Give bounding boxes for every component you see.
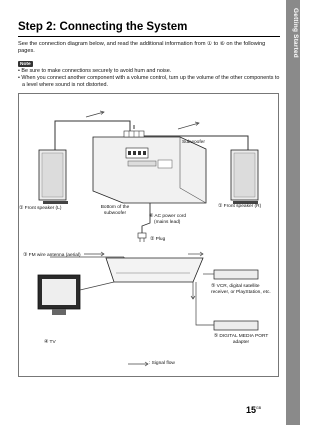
vcr-unit: [203, 270, 258, 279]
label-signal-flow: : Signal flow: [149, 361, 175, 366]
receiver-unit: [106, 258, 203, 282]
label-ac-line2: (mains lead): [154, 219, 181, 225]
label-front-speaker-left: ① Front speaker (L): [19, 206, 62, 211]
intro-paragraph: See the connection diagram below, and read the additional information from ① to ⑥ on the following pages.: [18, 41, 266, 55]
note-item: • Be sure to make connections securely to avoid hum and noise.: [18, 68, 172, 74]
label-bottom-of-subwoofer: [94, 205, 136, 216]
label-vcr-line2: receiver, or PlayStation, etc.: [211, 289, 271, 295]
label-ac-line1: ⑥ AC power cord: [149, 214, 187, 219]
label-ac-power-cord: [149, 214, 186, 225]
label-bottom-line1: Bottom of the: [100, 205, 130, 210]
label-dmport-line1: ⑤ DIGITAL MEDIA PORT: [213, 334, 269, 339]
side-tab: [286, 0, 300, 425]
label-dmport-line2: adapter: [232, 339, 250, 345]
label-bottom-line2: subwoofer: [103, 210, 127, 216]
note-item: • When you connect another component with a volume control, turn up the volume of the other components to a level where sound is not distorted.: [18, 74, 280, 88]
page-title: Step 2: Connecting the System: [18, 21, 188, 33]
page-number: [246, 405, 261, 415]
label-fm-antenna: ③ FM wire antenna (aerial): [23, 253, 81, 258]
notes-list: [18, 68, 280, 88]
tv: [38, 275, 114, 315]
label-front-speaker-right: ① Front speaker (R): [218, 204, 262, 209]
label-dmport: [206, 334, 276, 345]
side-tab-label: Getting Started: [292, 8, 299, 58]
label-tv: ④ TV: [44, 340, 56, 345]
page-number-suffix: GB: [256, 406, 262, 410]
page-number-value: 15: [246, 405, 257, 415]
note-badge: Note: [20, 61, 31, 67]
label-subwoofer: Subwoofer: [182, 140, 205, 145]
front-speaker-left: [39, 150, 68, 204]
label-plug: ② Plug: [150, 237, 166, 242]
plug: [138, 233, 146, 242]
front-speaker-right: [231, 150, 258, 204]
label-vcr-line1: ⑤ VCR, digital satellite: [211, 284, 260, 289]
label-vcr: [211, 284, 271, 295]
title-rule: [18, 36, 280, 37]
